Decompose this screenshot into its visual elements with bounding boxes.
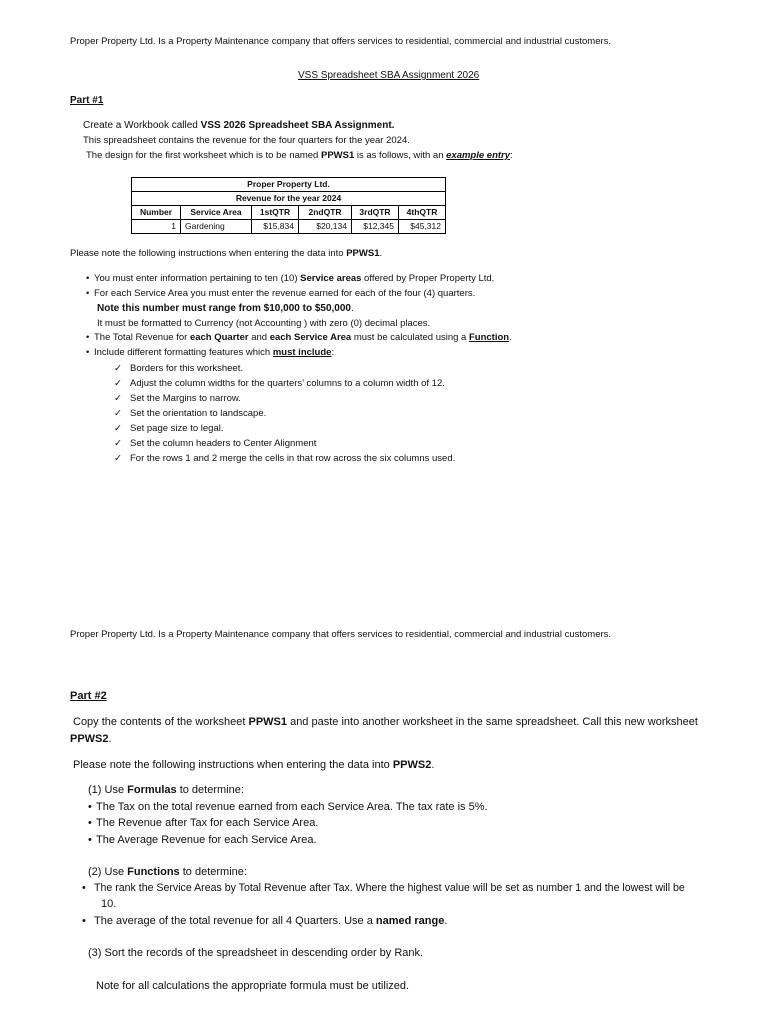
example-spreadsheet-table <box>131 177 446 234</box>
bullet-total-revenue: • The Total Revenue for each Quarter and each Service Area must be calculated using a Function. <box>86 332 512 343</box>
checkmark-icon: ✓ <box>114 363 122 374</box>
intro-text-2: Proper Property Ltd. Is a Property Maintenance company that offers services to residential, commercial and industrial customers. <box>70 629 612 640</box>
header-service-area: Service Area <box>181 206 252 220</box>
bullet-quarters: • For each Service Area you must enter the revenue earned for each of the four (4) quarters. <box>86 288 476 299</box>
spreadsheet-desc-text: This spreadsheet contains the revenue for the four quarters for the year 2024. <box>83 135 410 146</box>
table-row <box>132 220 446 234</box>
header-2ndqtr: 2ndQTR <box>299 206 352 220</box>
range-note-text: Note this number must range from $10,000 to $50,000. <box>97 303 354 314</box>
checkmark-icon: ✓ <box>114 408 122 419</box>
checklist-item: ✓ Adjust the column widths for the quarters’ columns to a column width of 12. <box>114 378 445 389</box>
checklist-item: ✓ For the rows 1 and 2 merge the cells in that row across the six columns used. <box>114 453 456 464</box>
checklist-item: ✓ Set the orientation to landscape. <box>114 408 267 419</box>
section-sort-text: (3) Sort the records of the spreadsheet in descending order by Rank. <box>88 947 424 959</box>
header-4thqtr: 4thQTR <box>399 206 446 220</box>
bullet-service-areas: • You must enter information pertaining to ten (10) Service areas offered by Proper Property Ltd. <box>86 273 495 284</box>
checklist-item: ✓ Borders for this worksheet. <box>114 363 243 374</box>
cell-1stqtr: $15,834 <box>252 220 299 234</box>
list-item: • The Revenue after Tax for each Service Area. <box>88 817 319 829</box>
table-title-row <box>132 178 446 192</box>
checkmark-icon: ✓ <box>114 393 122 404</box>
create-workbook-text: Create a Workbook called VSS 2026 Spreadsheet SBA Assignment. <box>83 120 395 131</box>
table-subtitle-row <box>132 192 446 206</box>
list-item: • The rank the Service Areas by Total Revenue after Tax. Where the highest value will be set as number 1 and the lowest will be <box>82 882 685 894</box>
final-note-text: Note for all calculations the appropriate formula must be utilized. <box>96 980 410 992</box>
list-item-cont: 10. <box>101 898 117 910</box>
checkmark-icon: ✓ <box>114 438 122 449</box>
part-2-heading: Part #2 <box>70 690 107 702</box>
ppws1-note-text: Please note the following instructions when entering the data into PPWS1. <box>70 248 383 259</box>
table-title: Proper Property Ltd. <box>132 178 446 192</box>
copy-instructions-cont: PPWS2. <box>70 733 112 745</box>
table-subtitle: Revenue for the year 2024 <box>132 192 446 206</box>
list-item: • The Tax on the total revenue earned from each Service Area. The tax rate is 5%. <box>88 801 488 813</box>
bullet-formatting: • Include different formatting features which must include: <box>86 347 335 358</box>
checklist-item: ✓ Set the column headers to Center Alignment <box>114 438 317 449</box>
list-item: • The Average Revenue for each Service Area. <box>88 834 317 846</box>
cell-number: 1 <box>132 220 181 234</box>
header-number: Number <box>132 206 181 220</box>
cell-3rdqtr: $12,345 <box>352 220 399 234</box>
worksheet-design-text: The design for the first worksheet which is to be named PPWS1 is as follows, with an example entry: <box>86 150 513 161</box>
copy-instructions-text: Copy the contents of the worksheet PPWS1 and paste into another worksheet in the same spreadsheet. Call this new worksheet <box>73 716 698 728</box>
document-title: VSS Spreadsheet SBA Assignment 2026 <box>298 70 480 81</box>
table-header-row <box>132 206 446 220</box>
cell-service-area: Gardening <box>181 220 252 234</box>
part-1-heading: Part #1 <box>70 95 104 106</box>
checkmark-icon: ✓ <box>114 423 122 434</box>
checkmark-icon: ✓ <box>114 378 122 389</box>
ppws2-note-text: Please note the following instructions when entering the data into PPWS2. <box>73 759 435 771</box>
cell-2ndqtr: $20,134 <box>299 220 352 234</box>
intro-text: Proper Property Ltd. Is a Property Maintenance company that offers services to residential, commercial and industrial customers. <box>70 36 612 47</box>
cell-4thqtr: $45,312 <box>399 220 446 234</box>
header-1stqtr: 1stQTR <box>252 206 299 220</box>
header-3rdqtr: 3rdQTR <box>352 206 399 220</box>
list-item: • The average of the total revenue for all 4 Quarters. Use a named range. <box>82 915 448 927</box>
checkmark-icon: ✓ <box>114 453 122 464</box>
checklist-item: ✓ Set page size to legal. <box>114 423 224 434</box>
checklist-item: ✓ Set the Margins to narrow. <box>114 393 241 404</box>
currency-format-text: It must be formatted to Currency (not Accounting ) with zero (0) decimal places. <box>97 318 431 329</box>
section-formulas-heading: (1) Use Formulas to determine: <box>88 784 244 796</box>
section-functions-heading: (2) Use Functions to determine: <box>88 866 247 878</box>
